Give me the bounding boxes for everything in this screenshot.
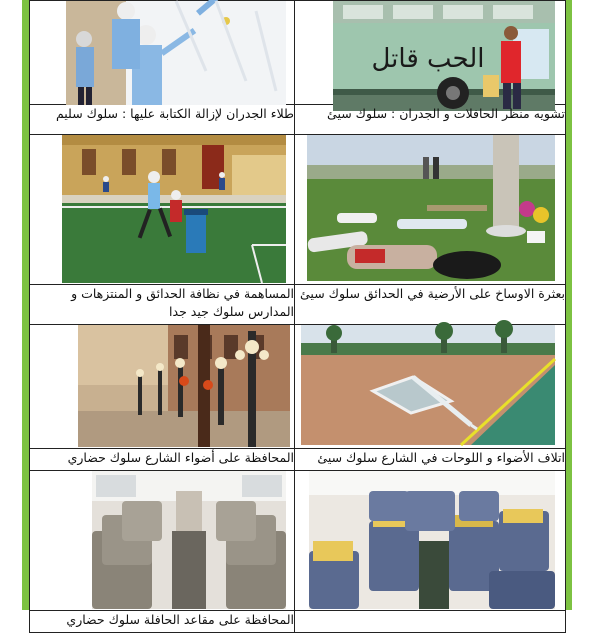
photo-cell-street-lamps [30, 325, 295, 449]
photo-bus-graffiti [333, 1, 555, 111]
page-border-left [22, 0, 29, 610]
photo-cell-broken-sign [295, 325, 566, 449]
behavior-table [29, 0, 566, 633]
page-border-right [565, 0, 572, 610]
caption-bad-litter: بعثرة الاوساخ على الأرضية في الحدائق سلوك سيئ [295, 285, 566, 325]
caption-good-lamps: المحافظة على أضواء الشارع سلوك حضاري [30, 449, 295, 471]
caption-good-painting: طلاء الجدران لإزالة الكتابة عليها : سلوك سليم [30, 105, 295, 135]
photo-cell-litter-park [295, 135, 566, 285]
bus-graffiti-text: الحب قاتل [371, 44, 485, 74]
photo-cell-bus-seats-good [30, 471, 295, 611]
photo-cell-painting-walls [30, 1, 295, 105]
caption-good-cleaning: المساهمة في نظافة الحدائق و المنتزهات و المدارس سلوك جيد جدا [30, 285, 295, 325]
photo-cell-bus-graffiti [295, 1, 566, 105]
photo-children-painting-wall [66, 1, 286, 105]
caption-bad-bus-graffiti: تشويه منظر الحافلات و الجدران : سلوك سيئ [295, 105, 566, 135]
photo-street-lamps [78, 325, 290, 447]
photo-litter-in-park [307, 135, 555, 281]
caption-bad-bus-seats [295, 611, 566, 633]
photo-children-cleaning-field [62, 135, 286, 283]
caption-bad-signs: اتلاف الأضواء و اللوحات في الشارع سلوك سيئ [295, 449, 566, 471]
caption-good-bus-seats: المحافظة على مقاعد الحافلة سلوك حضاري [30, 611, 295, 633]
photo-damaged-bus-seats [309, 471, 555, 609]
photo-intact-bus-seats [92, 471, 286, 609]
photo-broken-street-sign [301, 325, 555, 445]
photo-cell-bus-seats-damaged [295, 471, 566, 611]
photo-cell-cleaning-park [30, 135, 295, 285]
